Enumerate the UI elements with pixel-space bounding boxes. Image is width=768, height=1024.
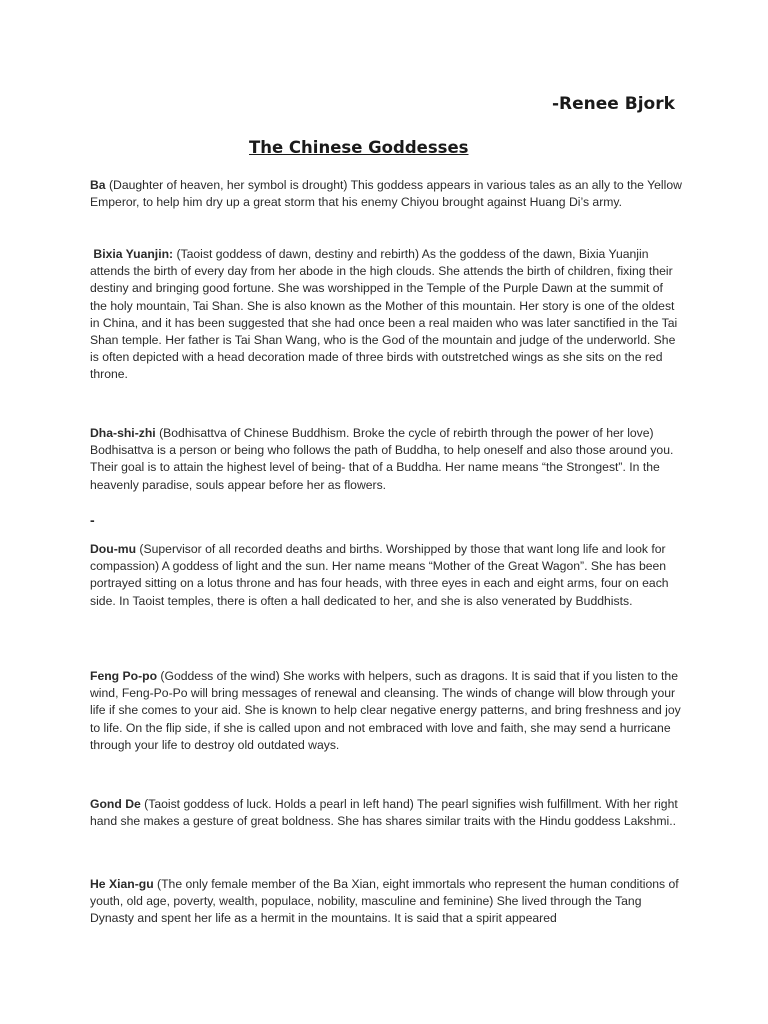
entry-bixia-yuanjin [90,246,682,384]
entry-text: (Supervisor of all recorded deaths and births. Worshipped by those that want long life and look for compassion) A goddess of light and the sun. Her name means “Mother of the Great Wagon”. She has been portrayed sitting on a lotus throne and has four heads, with three eyes in each and eight arms, four on each side. In Taoist temples, there is often a hall dedicated to her, and she is also venerated by Buddhists. [90,542,669,608]
entry-text: (Daughter of heaven, her symbol is drought) This goddess appears in various tales as an ally to the Yellow Emperor, to help him dry up a great storm that his enemy Chiyou brought against Huang Di’s army. [90,178,682,210]
entry-name: Dou-mu [90,542,137,556]
entry-ba [90,177,682,211]
entry-name: He Xian-gu [90,877,154,891]
entry-name: Bixia Yuanjin: [93,247,174,261]
entry-text: (Taoist goddess of luck. Holds a pearl in left hand) The pearl signifies wish fulfillment. With her right hand she makes a gesture of great boldness. She has shares similar traits with the Hindu goddess Lakshmi.. [90,797,678,829]
entry-text: (Taoist goddess of dawn, destiny and rebirth) As the goddess of the dawn, Bixia Yuanjin attends the birth of every day from her abode in the high clouds. She attends the birth of children, fixing their destiny and bringing good fortune. She was worshipped in the Temple of the Purple Dawn at the summit of the holy mountain, Tai Shan. She is also known as the Mother of this mountain. Her story is one of the oldest in China, and it has been suggested that she had once been a real maiden who was later sanctified in the Tai Shan temple. Her father is Tai Shan Wang, who is the God of the mountain and judge of the underworld. She is often depicted with a head decoration made of three birds with outstretched wings as she sits on the red throne. [90,247,678,382]
entry-text: (Bodhisattva of Chinese Buddhism. Broke the cycle of rebirth through the power of her love) Bodhisattva is a person or being who follows the path of Buddha, to help oneself and also those around you. Their goal is to attain the highest level of being- that of a Buddha. Her name means “the Strongest”. In the heavenly paradise, souls appear before her as flowers. [90,426,674,492]
entry-name: Ba [90,178,106,192]
page-title: The Chinese Goddesses [249,138,469,157]
entry-gond-de [90,796,682,830]
entry-name: Feng Po-po [90,669,158,683]
separator-dash: - [90,512,95,528]
entry-name: Dha-shi-zhi [90,426,156,440]
entry-text: (The only female member of the Ba Xian, eight immortals who represent the human conditions of youth, old age, poverty, wealth, populace, nobility, masculine and feminine) She lived through the Tang Dynasty and spent her life as a hermit in the mountains. It is said that a spirit appeared [90,877,679,926]
entry-dou-mu [90,541,682,610]
entry-he-xian-gu [90,876,682,928]
entry-text: (Goddess of the wind) She works with helpers, such as dragons. It is said that if you listen to the wind, Feng-Po-Po will bring messages of renewal and cleansing. The winds of change will blow through your life if she comes to your aid. She is known to help clear negative energy patterns, and bring freshness and joy to life. On the flip side, if she is called upon and not embraced with love and faith, she may send a hurricane through your life to destroy old outdated ways. [90,669,681,752]
entry-dha-shi-zhi [90,425,682,494]
entry-feng-po-po [90,668,682,754]
author-name: -Renee Bjork [552,94,675,114]
entry-name: Gond De [90,797,141,811]
